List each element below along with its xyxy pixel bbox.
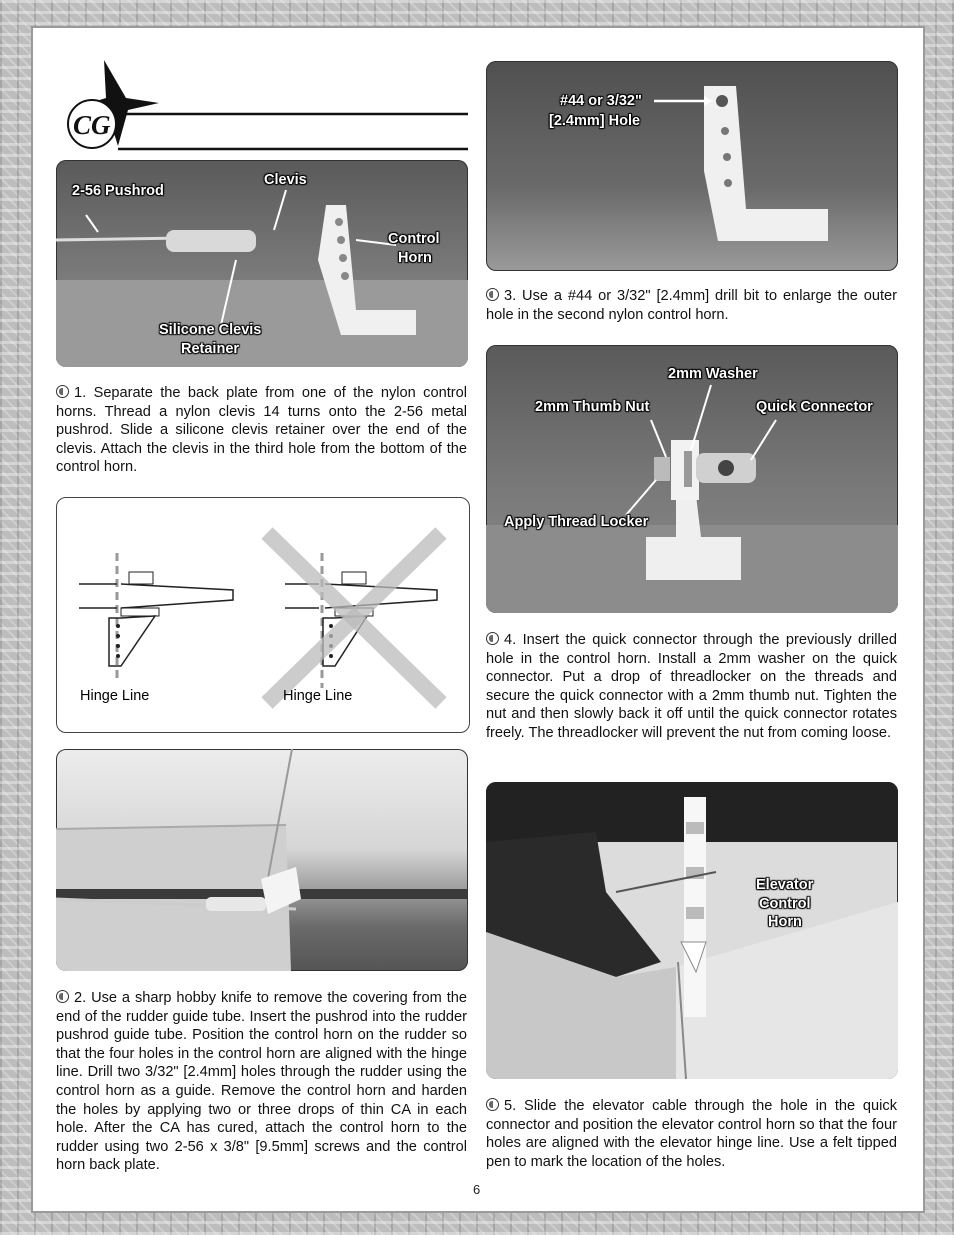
label-pushrod: 2-56 Pushrod: [72, 183, 164, 199]
label-drill-size: #44 or 3/32": [560, 93, 642, 109]
step-5: 5. Slide the elevator cable through the hole in the quick connector and position the elevator control horn so that the four holes are aligned with the elevator hinge line. Use a felt tipped pen to mark the location of the holes.: [486, 1098, 897, 1170]
label-thumb-nut: 2mm Thumb Nut: [535, 399, 650, 415]
photo-elevator: [486, 782, 898, 1079]
hinge-line-label-left: Hinge Line: [80, 688, 150, 704]
label-elevator: Elevator: [756, 877, 814, 893]
hinge-diagram: [56, 497, 470, 733]
photo-clevis: [56, 160, 468, 367]
label-quick-connector: Quick Connector: [756, 399, 873, 415]
diagram-correct: [79, 553, 233, 678]
label-retainer: Retainer: [181, 341, 240, 357]
label-horn: Horn: [398, 250, 432, 266]
label-control: Control: [388, 231, 440, 247]
step-1: 1. Separate the back plate from one of the nylon control horns. Thread a nylon clevis 14 turns onto the 2-56 metal pushrod. Slide a silicone clevis retainer over the end of the clevis. Attach the clevis in the third hole from the bottom of the control horn.: [56, 385, 467, 476]
label-elevator-control: Control: [759, 896, 811, 912]
checkbox-icon[interactable]: [486, 632, 499, 645]
label-hole: [2.4mm] Hole: [549, 113, 641, 129]
diagram-incorrect: [267, 533, 441, 703]
step-2: 2. Use a sharp hobby knife to remove the covering from the end of the rudder guide tube. Insert the pushrod into the rudder pushrod guide tube. Position the control horn on the rudder so that the four holes in the control horn are aligned with the hinge line. Drill two 3/32" [2.4mm] holes through the rudder using the control horn as a guide. Remove the control horn and harden the holes by applying two or three drops of thin CA in each hole. After the CA has cured, attach the control horn to the rudder using two 2-56 x 3/8" [9.5mm] screws and the control horn back plate.: [56, 990, 467, 1174]
checkbox-icon[interactable]: [56, 385, 69, 398]
label-silicone-clevis: Silicone Clevis: [159, 322, 262, 338]
label-washer: 2mm Washer: [668, 366, 758, 382]
hinge-line-label-right: Hinge Line: [283, 688, 353, 704]
cg-logo: [56, 58, 471, 158]
label-thread-locker: Apply Thread Locker: [504, 514, 649, 530]
photo-quick-connector: [486, 345, 898, 613]
photo-drill-hole: [486, 61, 898, 271]
photo-rudder: [56, 749, 468, 971]
page-number: 6: [473, 1182, 481, 1197]
label-clevis: Clevis: [264, 172, 307, 188]
step-3: 3. Use a #44 or 3/32" [2.4mm] drill bit to enlarge the outer hole in the second nylon control horn.: [486, 288, 897, 323]
checkbox-icon[interactable]: [486, 288, 499, 301]
label-elevator-horn: Horn: [768, 914, 802, 930]
checkbox-icon[interactable]: [486, 1098, 499, 1111]
step-4: 4. Insert the quick connector through the previously drilled hole in the control horn. Install a 2mm washer on the quick connector. Put a drop of threadlocker on the threads and secure the quick connector with a 2mm thumb nut. Tighten the nut and then slowly back it off until the quick connector rotates freely. The threadlocker will prevent the nut from coming loose.: [486, 632, 897, 741]
logo-text: CG: [73, 110, 111, 140]
checkbox-icon[interactable]: [56, 990, 69, 1003]
